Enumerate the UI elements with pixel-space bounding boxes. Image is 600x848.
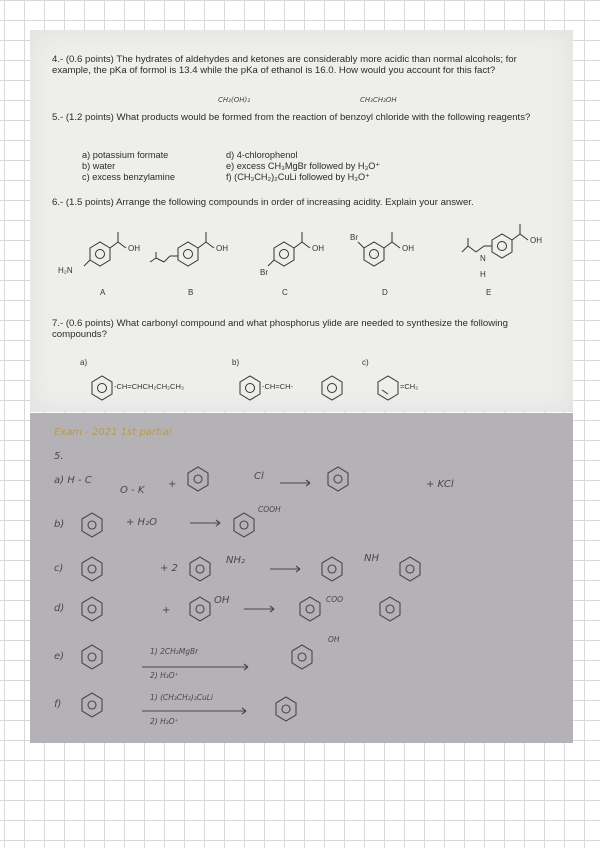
q5-option-b: b) water (82, 161, 116, 171)
q7-a-chain: -CH=CHCH₂CH₂CH₃ (114, 382, 184, 391)
ans-b-left: b) (54, 519, 65, 530)
ans-f-reagent1: 1) (CH₃CH₂)₂CuLi (150, 693, 213, 702)
e-oh: OH (530, 236, 542, 245)
label-e: E (486, 288, 492, 297)
a-oh: OH (128, 244, 140, 253)
answer-structures (30, 413, 573, 743)
ans-c-left: c) (54, 563, 64, 574)
ans-d-oh: OH (214, 595, 230, 606)
question-6: 6.- (1.5 points) Arrange the following compounds in order of increasing acidity. Explain your answer. (52, 197, 474, 208)
q7-structures (30, 30, 573, 412)
ans-a-left: a) H - C (54, 475, 92, 486)
q5-option-d: d) 4-chlorophenol (226, 150, 298, 160)
question-4: 4.- (0.6 points) The hydrates of aldehydes and ketones are considerably more acidic than normal alcohols; for example, the pKa of formol is 13.4 while the pKa of ethanol is 16.0. How would you account for this fact? (52, 54, 517, 76)
c-oh: OH (312, 244, 324, 253)
e-h: H (480, 270, 486, 279)
q5-option-a: a) potassium formate (82, 150, 169, 160)
q5-option-e: e) excess CH₃MgBr followed by H₃O⁺ (226, 161, 381, 171)
b-oh: OH (216, 244, 228, 253)
ans-a-byproduct: + KCl (426, 479, 454, 490)
ans-e-reagent1: 1) 2CH₃MgBr (150, 647, 199, 656)
label-c: C (282, 288, 288, 297)
ans-c-nh: NH (364, 553, 379, 564)
ans-e-oh: OH (328, 635, 340, 644)
ans-e-left: e) (54, 651, 65, 662)
answer-section: 5. (54, 451, 64, 462)
c-br: Br (260, 268, 268, 277)
ans-c-nh2: NH₂ (226, 555, 246, 566)
ans-a-cl: Cl (254, 471, 264, 482)
answer-photo (30, 413, 573, 743)
d-br: Br (350, 233, 358, 242)
answer-title: Exam - 2021 1st partial (54, 427, 172, 438)
question-5: 5.- (1.2 points) What products would be formed from the reaction of benzoyl chloride with the following reagents? (52, 112, 531, 123)
question-7: 7.- (0.6 points) What carbonyl compound and what phosphorus ylide are needed to synthesize the following compounds? (52, 318, 508, 340)
label-b: B (188, 288, 194, 297)
ans-f-reagent2: 2) H₃O⁺ (150, 717, 179, 726)
ans-b-product: COOH (258, 505, 281, 514)
ans-a-plus: + (168, 479, 177, 490)
ans-a-left2: O - K (120, 485, 145, 496)
e-n: N (480, 254, 486, 263)
label-a: A (100, 288, 106, 297)
label-d: D (382, 288, 388, 297)
q7-b-link: -CH=CH- (262, 382, 294, 391)
q7-b: b) (232, 358, 240, 367)
d-oh: OH (402, 244, 414, 253)
ans-f-left: f) (54, 699, 62, 710)
a-h2n: H₂N (58, 266, 73, 275)
ans-c-reagent: + 2 (160, 563, 178, 574)
ans-d-plus: + (162, 605, 171, 616)
q5-option-f: f) (CH₃CH₂)₂CuLi followed by H₃O⁺ (226, 172, 371, 182)
exam-photo (30, 30, 573, 412)
ans-e-reagent2: 2) H₃O⁺ (150, 671, 179, 680)
q7-c-group: =CH₂ (400, 382, 419, 391)
ethanol-note: CH₃CH₂OH (360, 96, 397, 104)
ans-b-reagent: + H₂O (126, 517, 157, 528)
q5-option-c: c) excess benzylamine (82, 172, 175, 182)
ans-d-left: d) (54, 603, 65, 614)
ans-d-coo: COO (326, 595, 344, 604)
formol-note: CH₂(OH)₂ (218, 96, 250, 104)
q7-a: a) (80, 358, 88, 367)
q7-c: c) (362, 358, 369, 367)
